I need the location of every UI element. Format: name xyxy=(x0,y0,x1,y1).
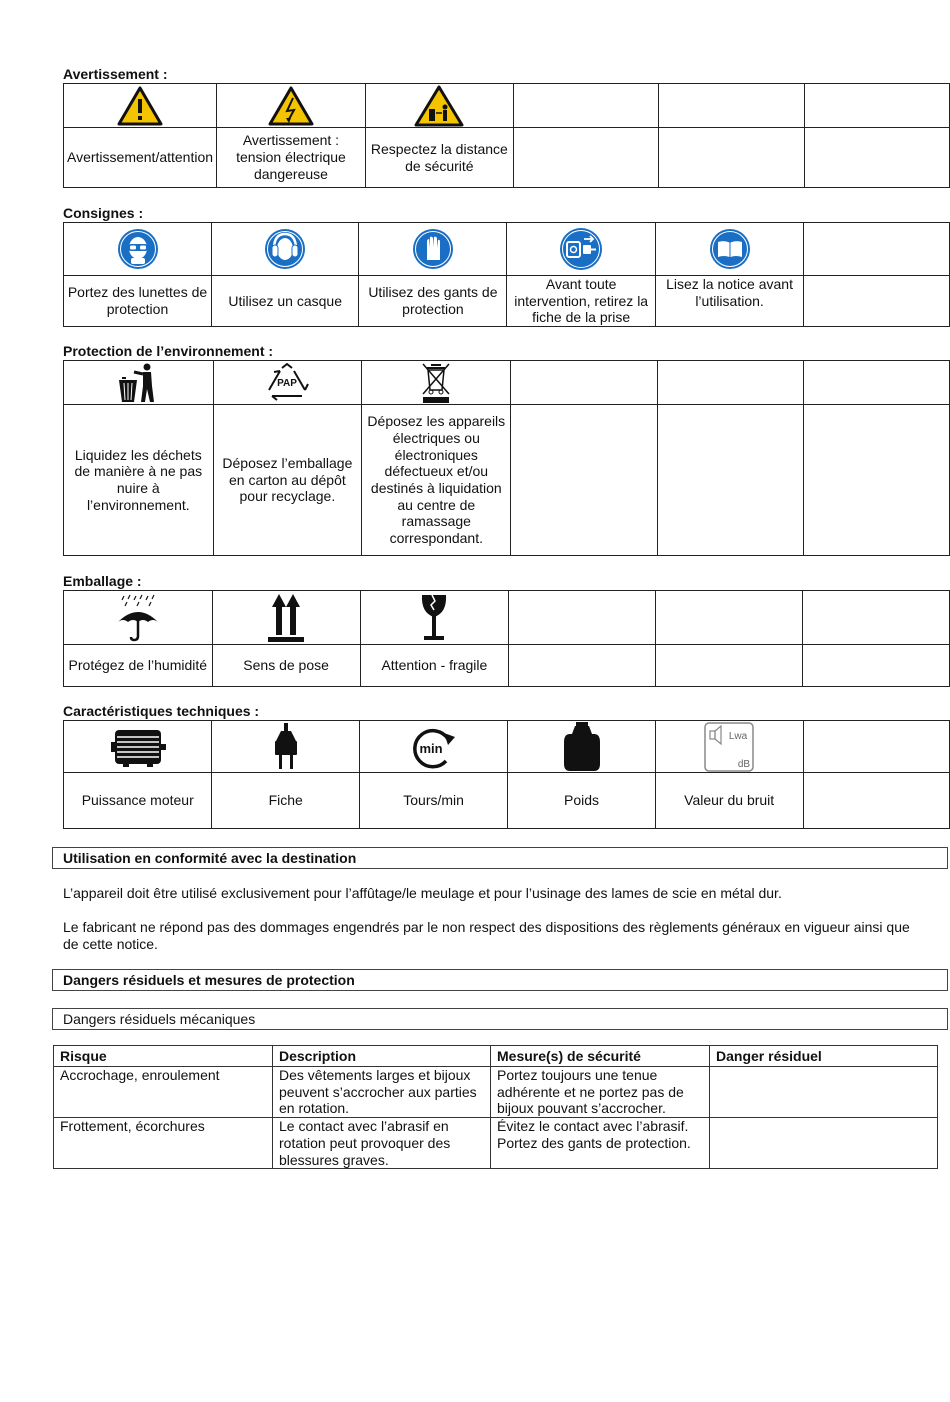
specs-icon-cell-4 xyxy=(508,721,656,773)
packaging-label-2: Sens de pose xyxy=(212,645,360,687)
umbrella-rain-icon xyxy=(116,594,160,642)
warning-symbol-table xyxy=(63,83,950,188)
safety-distance-warning-icon xyxy=(414,85,464,127)
weight-icon xyxy=(562,722,602,772)
packaging-icon-cell-1 xyxy=(64,591,213,645)
intended-use-title: Utilisation en conformité avec la destination xyxy=(52,847,948,869)
instructions-label-5: Lisez la notice avant l’utilisation. xyxy=(655,276,803,327)
instructions-empty-icon-cell xyxy=(804,223,950,276)
environment-icon-cell-3 xyxy=(362,361,511,405)
instructions-icon-cell-1 xyxy=(64,223,212,276)
residual-dangers-title: Dangers résiduels et mesures de protection xyxy=(52,969,948,991)
warning-label-3: Respectez la distance de sécurité xyxy=(365,128,513,188)
specs-label-3: Tours/min xyxy=(359,773,507,829)
risk-header-risque: Risque xyxy=(54,1046,273,1067)
section-title-instructions: Consignes : xyxy=(63,205,144,221)
instructions-icon-cell-3 xyxy=(359,223,507,276)
read-manual-icon xyxy=(709,228,751,270)
risk-cell-mesures: Évitez le contact avec l’abrasif. Portez des gants de protection. xyxy=(491,1118,710,1169)
environment-label-3: Déposez les appareils électriques ou électroniques défectueux et/ou destinés à liquidation au centre de ramassage correspondant. xyxy=(362,405,511,556)
motor-icon xyxy=(109,726,167,768)
safety-goggles-icon xyxy=(117,228,159,270)
intended-use-paragraph-1: L’appareil doit être utilisé exclusivement pour l’affûtage/le meulage et pour l’usinage des lames de scie en métal dur. xyxy=(63,885,782,901)
packaging-icon-cell-2 xyxy=(212,591,360,645)
warning-icon-cell-2 xyxy=(217,84,366,128)
risk-cell-risque: Frottement, écorchures xyxy=(54,1118,273,1169)
warning-empty-icon-cell xyxy=(659,84,804,128)
specs-empty-icon-cell xyxy=(803,721,949,773)
risk-header-description: Description xyxy=(273,1046,491,1067)
packaging-label-3: Attention - fragile xyxy=(360,645,509,687)
fragile-glass-icon xyxy=(417,593,451,643)
instructions-label-1: Portez des lunettes de protection xyxy=(64,276,212,327)
instructions-label-4: Avant toute intervention, retirez la fiche de la prise xyxy=(507,276,656,327)
warning-label-1: Avertissement/attention xyxy=(64,128,217,188)
risk-cell-risque: Accrochage, enroulement xyxy=(54,1067,273,1118)
specs-icon-cell-2 xyxy=(212,721,359,773)
specs-label-1: Puissance moteur xyxy=(64,773,212,829)
environment-empty-label-cell xyxy=(657,405,803,556)
specs-label-4: Poids xyxy=(508,773,656,829)
risk-header-danger-residuel: Danger résiduel xyxy=(710,1046,938,1067)
plug-icon xyxy=(269,723,303,771)
warning-empty-label-cell xyxy=(659,128,804,188)
residual-risk-table xyxy=(53,1045,938,1169)
instructions-symbol-table xyxy=(63,222,950,327)
risk-cell-mesures: Portez toujours une tenue adhérente et ne portez pas de bijoux pouvant s’accrocher. xyxy=(491,1067,710,1118)
specs-icon-cell-1 xyxy=(64,721,212,773)
specs-empty-label-cell xyxy=(803,773,949,829)
warning-empty-icon-cell xyxy=(804,84,949,128)
instructions-icon-cell-4 xyxy=(507,223,656,276)
environment-label-1: Liquidez les déchets de manière à ne pas nuire à l’environnement. xyxy=(64,405,214,556)
high-voltage-warning-icon xyxy=(268,86,314,126)
table-row xyxy=(54,1067,938,1118)
noise-db-label: dB xyxy=(738,758,751,770)
this-way-up-icon xyxy=(264,593,308,643)
pap-label: PAP xyxy=(277,377,298,389)
warning-icon-cell-1 xyxy=(64,84,217,128)
section-title-environment: Protection de l’environnement : xyxy=(63,343,274,359)
section-title-specs: Caractéristiques techniques : xyxy=(63,703,260,719)
packaging-empty-icon-cell xyxy=(656,591,803,645)
noise-level-icon xyxy=(704,722,754,772)
instructions-empty-label-cell xyxy=(804,276,950,327)
packaging-icon-cell-3 xyxy=(360,591,509,645)
section-title-warning: Avertissement : xyxy=(63,66,168,82)
risk-table-header-row xyxy=(54,1046,938,1067)
crossed-out-bin-icon xyxy=(419,362,453,404)
packaging-label-1: Protégez de l’humidité xyxy=(64,645,213,687)
instructions-label-2: Utilisez un casque xyxy=(212,276,359,327)
litter-bin-icon xyxy=(116,362,160,404)
environment-empty-label-cell xyxy=(511,405,657,556)
instructions-label-3: Utilisez des gants de protection xyxy=(359,276,507,327)
environment-empty-icon-cell xyxy=(657,361,803,405)
specs-label-5: Valeur du bruit xyxy=(655,773,803,829)
intended-use-paragraph-2: Le fabricant ne répond pas des dommages engendrés par le non respect des dispositions des règlements généraux en vigueur ainsi que de cette notice. xyxy=(63,919,910,952)
environment-label-2: Déposez l’emballage en carton au dépôt pour recyclage. xyxy=(213,405,362,556)
environment-empty-icon-cell xyxy=(511,361,657,405)
risk-cell-description: Des vêtements larges et bijoux peuvent s’accrocher aux parties en rotation. xyxy=(273,1067,491,1118)
table-row xyxy=(54,1118,938,1169)
risk-cell-danger-residuel xyxy=(710,1067,938,1118)
instructions-icon-cell-2 xyxy=(212,223,359,276)
specs-icon-cell-3 xyxy=(359,721,507,773)
risk-cell-description: Le contact avec l’abrasif en rotation peut provoquer des blessures graves. xyxy=(273,1118,491,1169)
environment-empty-icon-cell xyxy=(803,361,949,405)
rpm-icon xyxy=(408,723,460,771)
environment-symbol-table xyxy=(63,360,950,556)
risk-cell-danger-residuel xyxy=(710,1118,938,1169)
unplug-icon xyxy=(559,227,603,271)
specs-icon-cell-5 xyxy=(655,721,803,773)
packaging-empty-icon-cell xyxy=(803,591,950,645)
packaging-symbol-table xyxy=(63,590,950,687)
packaging-empty-label-cell xyxy=(656,645,803,687)
rpm-label: min xyxy=(419,740,443,756)
instructions-icon-cell-5 xyxy=(655,223,803,276)
warning-icon-cell-3 xyxy=(365,84,513,128)
specs-label-2: Fiche xyxy=(212,773,359,829)
environment-icon-cell-2 xyxy=(213,361,362,405)
protective-gloves-icon xyxy=(412,228,454,270)
packaging-empty-label-cell xyxy=(509,645,656,687)
warning-exclamation-icon xyxy=(117,86,163,126)
warning-empty-label-cell xyxy=(804,128,949,188)
warning-label-2: Avertissement : tension électrique dangereuse xyxy=(217,128,366,188)
warning-empty-icon-cell xyxy=(513,84,658,128)
residual-dangers-subtitle: Dangers résiduels mécaniques xyxy=(52,1008,948,1030)
packaging-empty-label-cell xyxy=(803,645,950,687)
packaging-empty-icon-cell xyxy=(509,591,656,645)
noise-lwa-label: Lwa xyxy=(728,730,748,742)
environment-icon-cell-1 xyxy=(64,361,214,405)
pap-recycling-icon xyxy=(264,362,310,404)
environment-empty-label-cell xyxy=(803,405,949,556)
risk-header-mesures: Mesure(s) de sécurité xyxy=(491,1046,710,1067)
warning-empty-label-cell xyxy=(513,128,658,188)
ear-protection-icon xyxy=(264,228,306,270)
specs-symbol-table xyxy=(63,720,950,829)
section-title-packaging: Emballage : xyxy=(63,573,142,589)
